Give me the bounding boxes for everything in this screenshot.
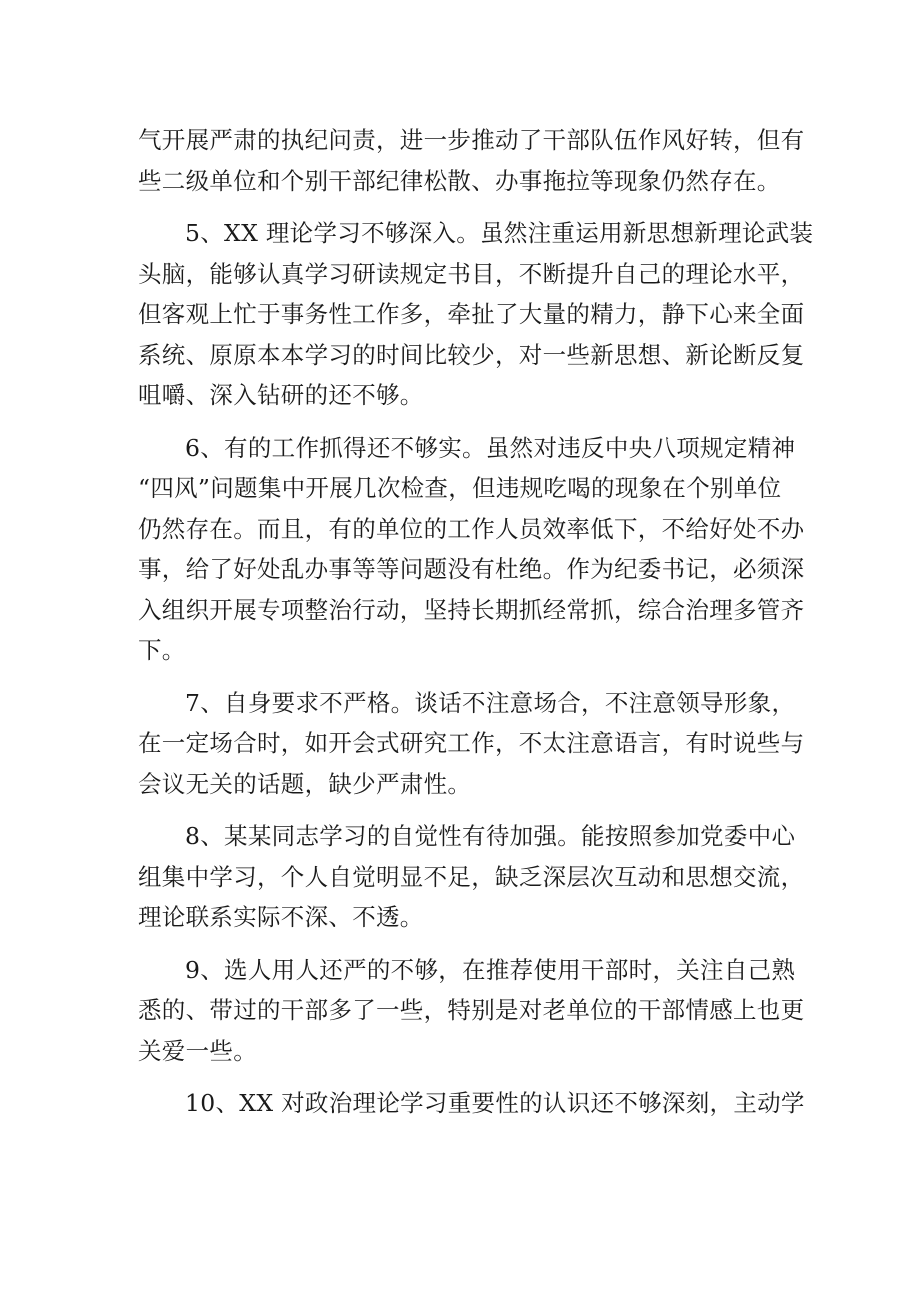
text-line: 5、XX 理论学习不够深入。虽然注重运用新思想新理论武装 [185,219,814,247]
text-line: “四风”问题集中开展几次检查，但违规吃喝的现象在个别单位 [138,474,782,502]
text-line: 悉的、带过的干部多了一些，特别是对老单位的干部情感上也更 [138,996,805,1024]
text-line: 在一定场合时，如开会式研究工作，不太注意语言，有时说些与 [138,729,805,757]
text-line: 些二级单位和个别干部纪律松散、办事拖拉等现象仍然存在。 [138,166,781,195]
text-line: 系统、原原本本学习的时间比较少，对一些新思想、新论断反复 [138,340,805,369]
text-line: 7、自身要求不严格。谈话不注意场合，不注意领导形象， [185,688,796,717]
paragraph-item-5 [138,213,814,416]
text-line: 下。 [138,636,186,664]
paragraph-item-7 [138,683,805,805]
text-line: 理论联系实际不深、不透。 [138,903,424,931]
text-line: 组集中学习，个人自觉明显不足，缺乏深层次互动和思想交流， [138,862,805,891]
text-line: 头脑，能够认真学习研读规定书目，不断提升自己的理论水平， [138,259,805,288]
paragraph-item-9 [138,950,805,1072]
paragraph-continuation [138,120,805,201]
text-line: 8、某某同志学习的自觉性有待加强。能按照参加党委中心 [185,822,796,850]
text-line: 咀嚼、深入钻研的还不够。 [138,381,424,409]
document-body [138,120,814,1136]
text-line: 9、选人用人还严的不够，在推荐使用干部时，关注自己熟 [185,955,796,984]
text-line: 10、XX 对政治理论学习重要性的认识还不够深刻，主动学 [185,1089,805,1117]
text-line: 6、有的工作抓得还不够实。虽然对违反中央八项规定精神 [185,433,796,462]
text-line: 入组织开展专项整治行动，坚持长期抓经常抓，综合治理多管齐 [138,595,805,624]
text-line: 但客观上忙于事务性工作多，牵扯了大量的精力，静下心来全面 [138,300,805,328]
text-line: 会议无关的话题，缺少严肃性。 [138,769,472,798]
paragraph-item-8 [138,816,805,938]
paragraph-item-6 [138,428,805,671]
text-line: 气开展严肃的执纪问责，进一步推动了干部队伍作风好转，但有 [138,126,805,154]
text-line: 关爱一些。 [138,1036,257,1065]
paragraph-item-10 [138,1083,805,1124]
text-line: 仍然存在。而且，有的单位的工作人员效率低下，不给好处不办 [138,514,805,543]
text-line: 事，给了好处乱办事等等问题没有杜绝。作为纪委书记，必须深 [138,555,805,583]
